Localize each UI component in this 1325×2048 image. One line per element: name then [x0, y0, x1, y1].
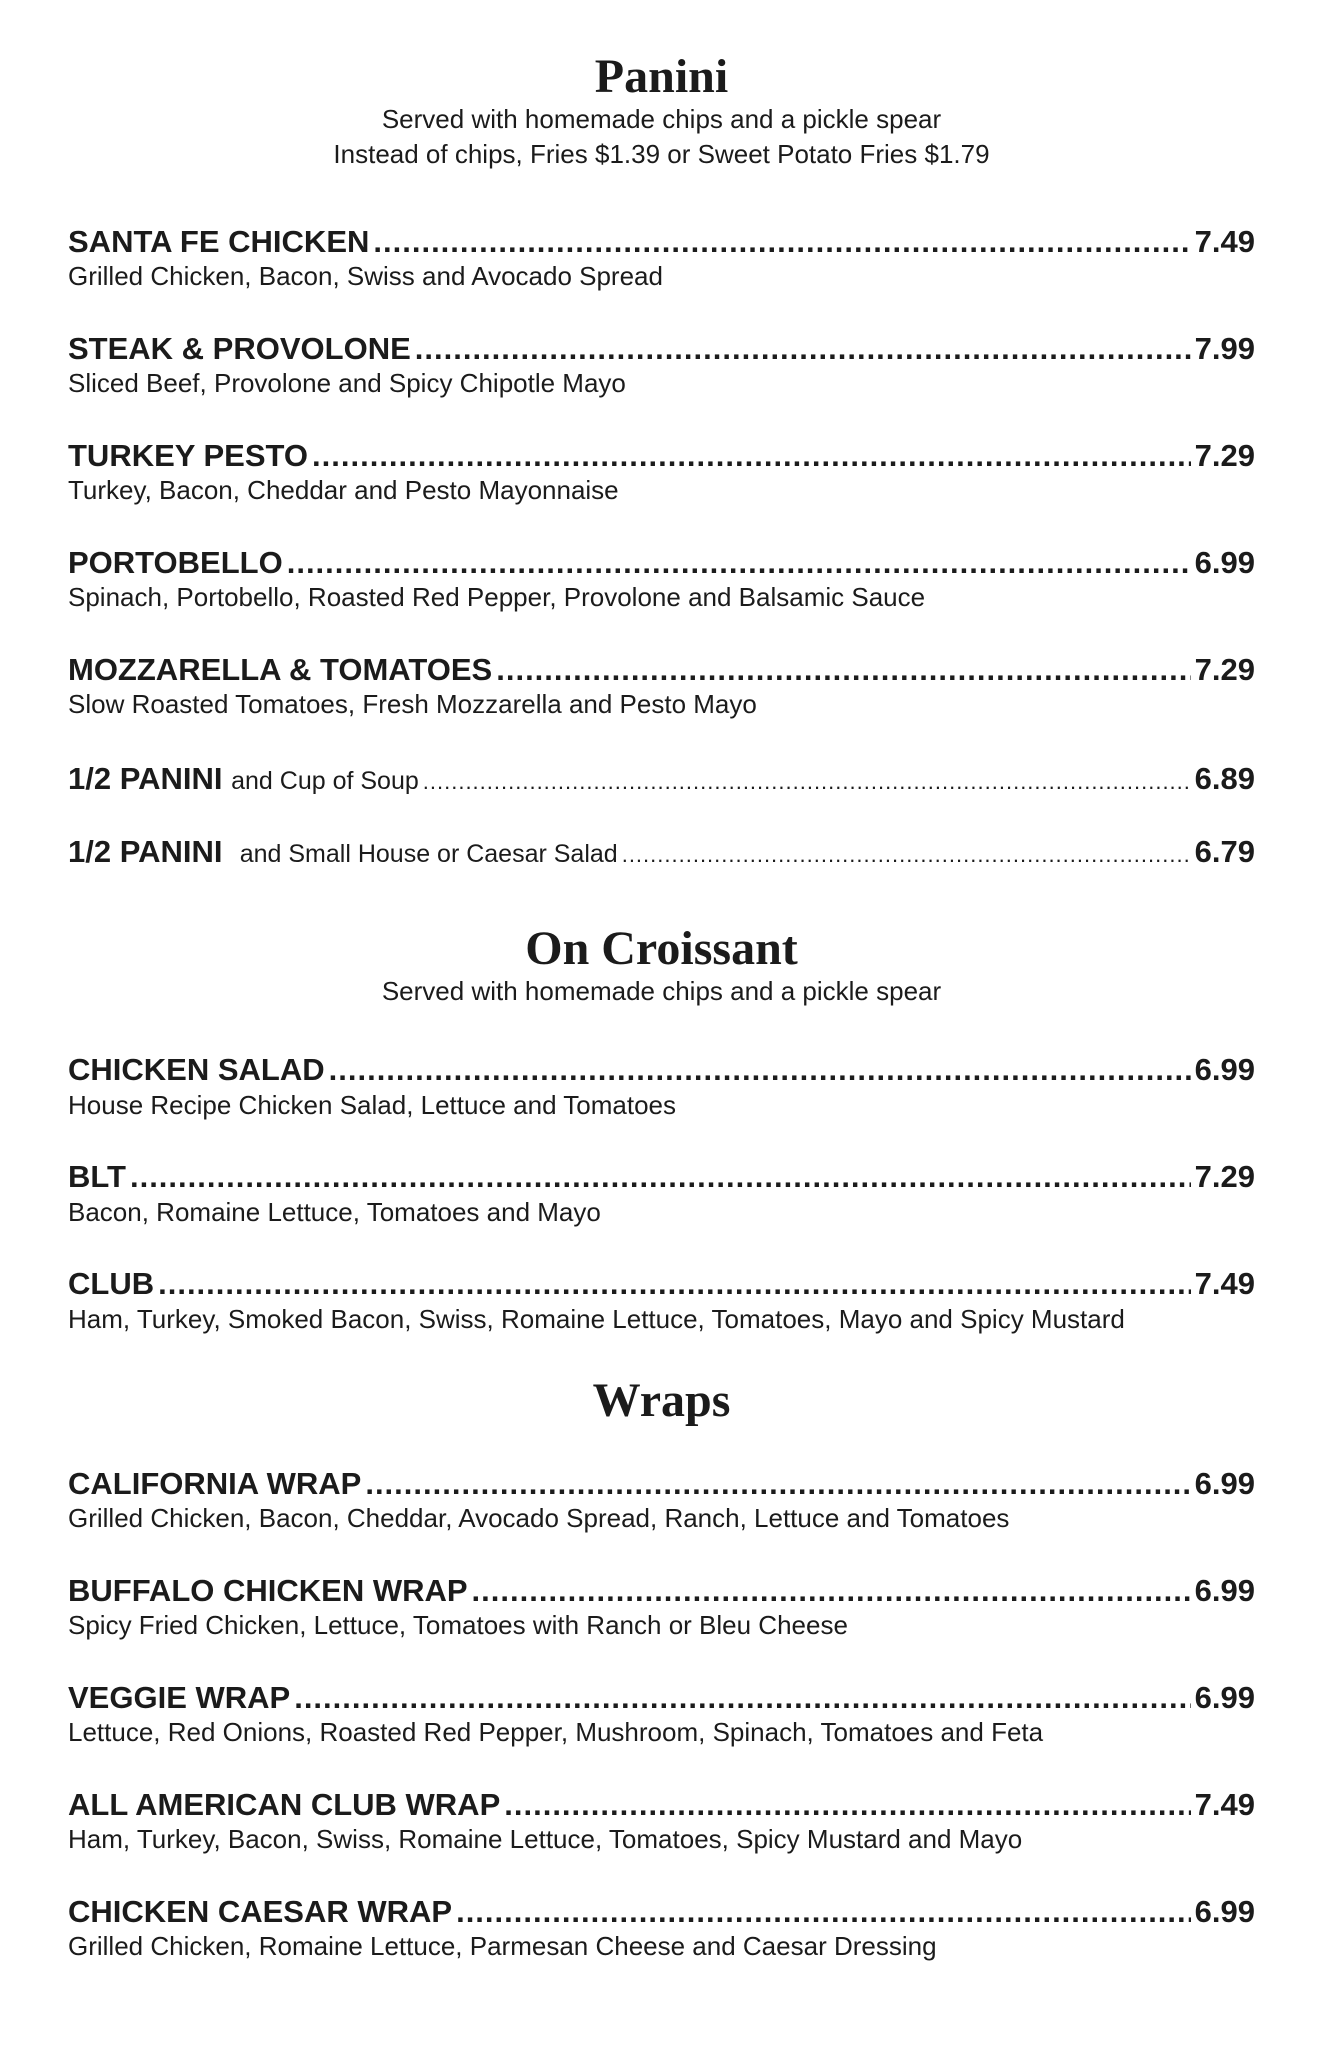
item-description: Turkey, Bacon, Cheddar and Pesto Mayonnaise — [68, 474, 619, 505]
menu-item — [68, 1265, 1255, 1336]
item-name: BUFFALO CHICKEN WRAP — [68, 1572, 468, 1608]
leader-dots — [415, 330, 1191, 367]
item-name: CHICKEN SALAD — [68, 1052, 325, 1088]
menu-item — [68, 1572, 1255, 1643]
item-name: MOZZARELLA & TOMATOES — [68, 651, 493, 687]
item-price: 6.99 — [1194, 1465, 1255, 1501]
item-name: CHICKEN CAESAR WRAP — [68, 1893, 453, 1929]
item-price: 6.99 — [1194, 1679, 1255, 1715]
item-price: 7.99 — [1194, 330, 1255, 366]
item-extra: and Cup of Soup — [231, 766, 419, 795]
leader-dots — [329, 1051, 1191, 1088]
section-subtitle: Served with homemade chips and a pickle spear — [381, 976, 942, 1007]
item-description: Spicy Fried Chicken, Lettuce, Tomatoes with Ranch or Bleu Cheese — [68, 1609, 848, 1640]
item-description: Grilled Chicken, Bacon, Swiss and Avocado Spread — [68, 260, 663, 291]
item-description: Sliced Beef, Provolone and Spicy Chipotle Mayo — [68, 367, 626, 398]
menu-item — [68, 651, 1255, 722]
item-price: 6.99 — [1194, 544, 1255, 580]
item-price: 6.99 — [1194, 1052, 1255, 1088]
wraps-section — [68, 1376, 1255, 1963]
menu-item — [68, 1679, 1255, 1750]
combo-item — [68, 833, 1255, 870]
item-name: 1/2 PANINI — [68, 833, 223, 869]
menu-item — [68, 544, 1255, 615]
item-price: 6.99 — [1194, 1572, 1255, 1608]
item-extra: and Small House or Caesar Salad — [239, 839, 618, 868]
item-name: STEAK & PROVOLONE — [68, 330, 411, 366]
item-description: Slow Roasted Tomatoes, Fresh Mozzarella and Pesto Mayo — [68, 688, 757, 719]
leader-dots — [287, 544, 1191, 581]
section-subtitle: Served with homemade chips and a pickle spear — [381, 104, 942, 135]
leader-dots — [472, 1572, 1191, 1609]
leader-dots — [130, 1158, 1191, 1195]
combo-item — [68, 760, 1255, 797]
section-subtitle: Instead of chips, Fries $1.39 or Sweet Potato Fries $1.79 — [333, 139, 990, 170]
item-name: CLUB — [68, 1266, 155, 1302]
leader-dots — [312, 437, 1191, 474]
item-price: 7.29 — [1194, 651, 1255, 687]
leader-dots — [423, 769, 1191, 795]
menu-item — [68, 437, 1255, 508]
section-title-croissant: On Croissant — [525, 921, 798, 975]
item-name: 1/2 PANINI — [68, 760, 223, 796]
section-title-wraps: Wraps — [592, 1374, 731, 1428]
item-name: VEGGIE WRAP — [68, 1679, 291, 1715]
item-price: 7.29 — [1194, 1159, 1255, 1195]
item-description: Ham, Turkey, Smoked Bacon, Swiss, Romaine Lettuce, Tomatoes, Mayo and Spicy Mustard — [68, 1303, 1125, 1334]
leader-dots — [496, 651, 1190, 688]
leader-dots — [294, 1679, 1190, 1716]
item-price: 6.99 — [1194, 1893, 1255, 1929]
panini-section — [68, 0, 1255, 870]
item-name: PORTOBELLO — [68, 544, 283, 580]
item-name: SANTA FE CHICKEN — [68, 223, 370, 259]
leader-dots — [158, 1265, 1191, 1302]
leader-dots — [456, 1893, 1191, 1930]
menu-item — [68, 1465, 1255, 1536]
leader-dots — [373, 223, 1190, 260]
item-price: 6.89 — [1194, 760, 1255, 796]
item-price: 7.49 — [1194, 1786, 1255, 1822]
item-description: Grilled Chicken, Romaine Lettuce, Parmesan Cheese and Caesar Dressing — [68, 1930, 937, 1961]
leader-dots — [504, 1786, 1190, 1823]
item-name: TURKEY PESTO — [68, 437, 309, 473]
croissant-section — [68, 921, 1255, 1336]
item-name: CALIFORNIA WRAP — [68, 1465, 362, 1501]
menu-item — [68, 1893, 1255, 1964]
item-description: Ham, Turkey, Bacon, Swiss, Romaine Lettuce, Tomatoes, Spicy Mustard and Mayo — [68, 1823, 1023, 1854]
item-price: 7.29 — [1194, 437, 1255, 473]
leader-dots — [622, 842, 1191, 868]
menu-item — [68, 223, 1255, 294]
menu-item — [68, 1786, 1255, 1857]
item-description: Spinach, Portobello, Roasted Red Pepper, Provolone and Balsamic Sauce — [68, 581, 926, 612]
section-title-panini: Panini — [594, 50, 729, 103]
item-description: Bacon, Romaine Lettuce, Tomatoes and Mayo — [68, 1196, 601, 1227]
item-name: BLT — [68, 1159, 126, 1195]
item-description: Grilled Chicken, Bacon, Cheddar, Avocado Spread, Ranch, Lettuce and Tomatoes — [68, 1502, 1010, 1533]
menu-item — [68, 1158, 1255, 1229]
item-description: Lettuce, Red Onions, Roasted Red Pepper, Mushroom, Spinach, Tomatoes and Feta — [68, 1716, 1044, 1747]
menu-item — [68, 1051, 1255, 1122]
leader-dots — [365, 1465, 1190, 1502]
item-name: ALL AMERICAN CLUB WRAP — [68, 1786, 501, 1822]
item-description: House Recipe Chicken Salad, Lettuce and Tomatoes — [68, 1089, 677, 1120]
item-price: 7.49 — [1194, 1266, 1255, 1302]
item-price: 7.49 — [1194, 223, 1255, 259]
menu-item — [68, 330, 1255, 401]
item-price: 6.79 — [1194, 833, 1255, 869]
